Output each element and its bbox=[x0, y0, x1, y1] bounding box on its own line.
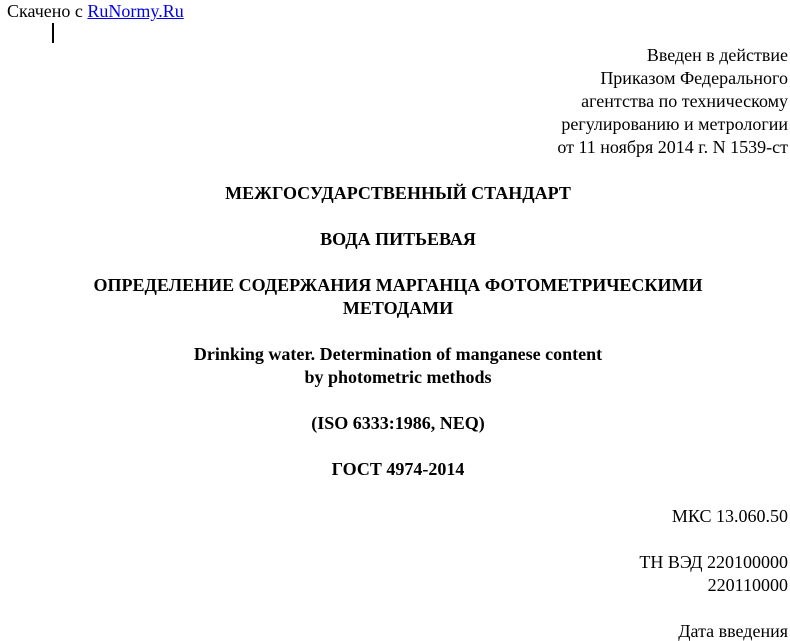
decree-line: регулированию и метрологии bbox=[561, 114, 788, 134]
intro-date-label: Дата введения bbox=[678, 621, 788, 641]
source-prefix: Скачено с bbox=[7, 1, 83, 21]
subtitle-line-2: МЕТОДАМИ bbox=[342, 298, 454, 318]
document-title: ВОДА ПИТЬЕВАЯ bbox=[320, 229, 476, 249]
source-link[interactable]: RuNormy.Ru bbox=[87, 1, 184, 21]
decree-line: Приказом Федерального bbox=[600, 68, 788, 88]
source-line bbox=[7, 0, 184, 23]
decree-block bbox=[557, 44, 788, 159]
decree-line: агентства по техническому bbox=[581, 91, 788, 111]
document-subtitle bbox=[0, 274, 790, 320]
english-title-line-1: Drinking water. Determination of manganese content bbox=[193, 344, 603, 364]
tn-ved-code-1: ТН ВЭД 220100000 bbox=[639, 552, 788, 572]
decree-line: Введен в действие bbox=[646, 45, 788, 65]
iso-reference: (ISO 6333:1986, NEQ) bbox=[311, 413, 485, 433]
subtitle-line-1: ОПРЕДЕЛЕНИЕ СОДЕРЖАНИЯ МАРГАНЦА ФОТОМЕТРИЧЕСКИМИ bbox=[93, 275, 703, 295]
decree-line: от 11 ноября 2014 г. N 1539-ст bbox=[557, 137, 788, 157]
gost-code: ГОСТ 4974-2014 bbox=[331, 459, 465, 479]
english-title-line-2: by photometric methods bbox=[304, 367, 492, 387]
text-cursor bbox=[52, 23, 54, 43]
tn-ved-code-2: 220110000 bbox=[707, 575, 788, 595]
mks-code: МКС 13.060.50 bbox=[671, 506, 788, 526]
english-title bbox=[0, 343, 790, 389]
standard-type: МЕЖГОСУДАРСТВЕННЫЙ СТАНДАРТ bbox=[225, 183, 571, 203]
